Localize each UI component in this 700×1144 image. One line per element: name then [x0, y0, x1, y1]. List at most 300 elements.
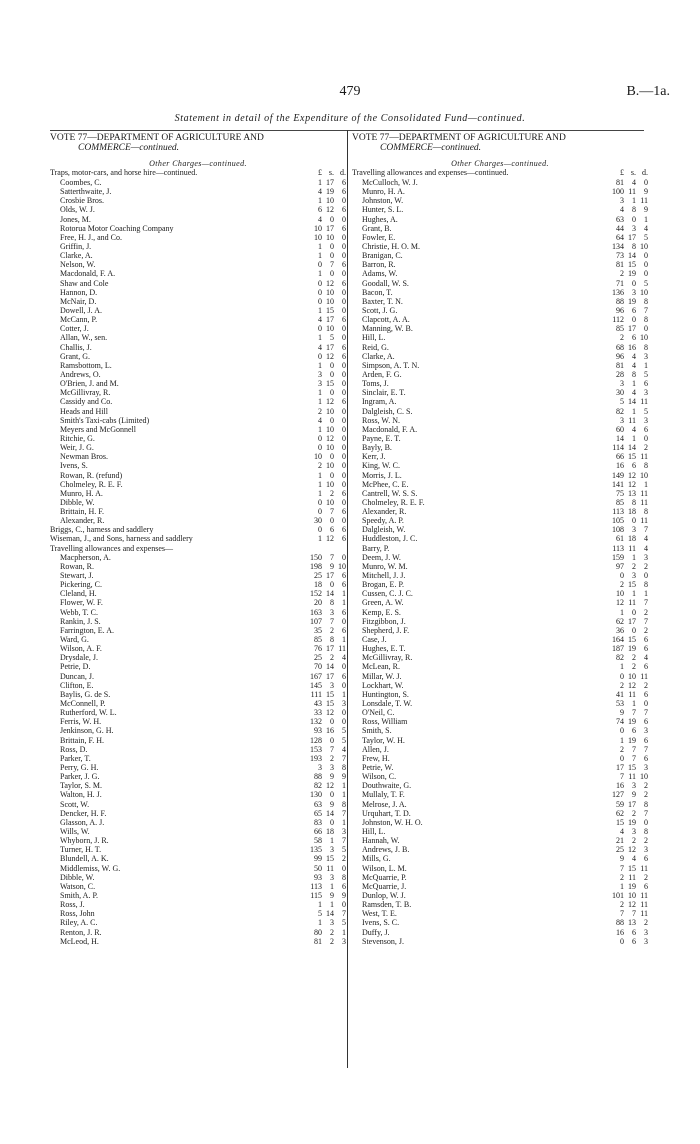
pounds-value: 35 [314, 625, 322, 635]
pounds-value: 1 [620, 662, 624, 672]
page-number: 479 [339, 84, 361, 99]
pounds-value: 1 [318, 479, 322, 489]
pence-value: 11 [338, 644, 346, 654]
pence-value: 2 [342, 854, 346, 864]
pence-value: 6 [644, 644, 648, 654]
pence-value: 0 [342, 388, 346, 398]
pounds-value: 33 [314, 708, 322, 718]
table-row [50, 699, 346, 708]
table-row [50, 763, 346, 772]
pounds-value: 81 [616, 260, 624, 270]
table-row [352, 827, 648, 836]
table-row [352, 562, 648, 571]
pence-value: 0 [342, 433, 346, 443]
payee-name: Frew, H. [362, 753, 390, 763]
payee-name: Pickering, C. [60, 580, 102, 590]
payee-name: Cholmeley, R. E. F. [362, 497, 425, 507]
pounds-value: 2 [620, 900, 624, 910]
shillings-value: 5 [330, 333, 334, 343]
pence-value: 8 [644, 342, 648, 352]
pounds-value: 167 [310, 671, 322, 681]
shillings-value: 7 [330, 507, 334, 517]
table-row [50, 379, 346, 388]
table-row [50, 726, 346, 735]
pounds-value: 0 [620, 936, 624, 946]
table-row [50, 754, 346, 763]
payee-name: Newman Bros. [60, 452, 108, 462]
payee-name: Glasson, A. J. [60, 817, 105, 827]
pence-value: 1 [644, 214, 648, 224]
table-row [50, 589, 346, 598]
pence-value: 6 [342, 223, 346, 233]
table-row [50, 845, 346, 854]
payee-name: Duncan, J. [60, 671, 94, 681]
pounds-value: 62 [616, 808, 624, 818]
pounds-header: £ [620, 168, 624, 177]
shillings-value: 19 [628, 817, 636, 827]
pence-value: 6 [342, 278, 346, 288]
pounds-value: 61 [616, 534, 624, 544]
pounds-header: £ [318, 168, 322, 177]
shillings-value: 6 [632, 726, 636, 736]
pounds-value: 64 [616, 232, 624, 242]
shillings-value: 10 [326, 461, 334, 471]
shillings-value: 3 [330, 763, 334, 772]
pounds-value: 93 [314, 726, 322, 736]
table-row [50, 580, 346, 589]
payee-name: Arden, F. G. [362, 369, 402, 379]
shillings-value: 2 [632, 561, 636, 571]
payee-name: Blundell, A. K. [60, 854, 109, 864]
shillings-value: 7 [330, 616, 334, 626]
pence-value: 5 [342, 735, 346, 745]
pounds-value: 82 [616, 653, 624, 663]
pounds-value: 149 [612, 470, 624, 480]
table-row [352, 571, 648, 580]
payee-name: Johnston, W. [362, 196, 404, 206]
table-row [50, 269, 346, 278]
table-row [50, 662, 346, 671]
payee-name: Briggs, C., harness and saddlery [50, 525, 154, 535]
pence-value: 6 [342, 178, 346, 187]
pence-value: 10 [640, 287, 648, 297]
payee-name: Allen, J. [362, 744, 389, 754]
pence-value: 6 [342, 488, 346, 498]
shillings-value: 10 [326, 287, 334, 297]
pence-value: 5 [342, 845, 346, 855]
table-row [352, 653, 648, 662]
payee-name: McGillivray, R. [362, 653, 413, 663]
pounds-value: 60 [616, 424, 624, 434]
pence-value: 4 [644, 543, 648, 553]
pounds-value: 88 [616, 918, 624, 928]
table-row [352, 882, 648, 891]
pence-value: 8 [644, 296, 648, 306]
pence-value: 7 [644, 598, 648, 608]
pence-value: 1 [342, 589, 346, 599]
pence-value: 1 [644, 589, 648, 599]
payee-name: Jenkinson, G. H. [60, 726, 114, 736]
pounds-value: 81 [616, 178, 624, 187]
table-row [50, 370, 346, 379]
pounds-value: 0 [318, 324, 322, 334]
payee-name: Ross, John [60, 909, 95, 919]
pence-value: 0 [342, 662, 346, 672]
section-header [352, 168, 648, 178]
statement-title: Statement in detail of the Expenditure of the Consolidated Fund—continued. [174, 113, 526, 124]
payee-name: Walton, H. J. [60, 790, 102, 800]
table-row [50, 288, 346, 297]
pounds-value: 44 [616, 223, 624, 233]
payee-name: Petrie, W. [362, 763, 394, 772]
payee-name: Payne, E. T. [362, 433, 401, 443]
shillings-value: 18 [628, 507, 636, 517]
table-row [352, 260, 648, 269]
pence-value: 0 [342, 900, 346, 910]
payee-name: Heads and Hill [60, 406, 108, 416]
table-row [50, 361, 346, 370]
pounds-value: 0 [620, 726, 624, 736]
pounds-value: 66 [314, 826, 322, 836]
pounds-value: 88 [616, 296, 624, 306]
pounds-value: 1 [318, 534, 322, 544]
shillings-value: 9 [330, 772, 334, 782]
table-row [50, 196, 346, 205]
pounds-value: 1 [318, 241, 322, 251]
pence-value: 9 [342, 772, 346, 782]
pounds-value: 10 [314, 452, 322, 462]
pence-value: 6 [644, 753, 648, 763]
payee-name: Dibble, W. [60, 872, 95, 882]
pounds-value: 114 [612, 443, 624, 453]
shillings-value: 12 [628, 845, 636, 855]
pounds-value: 15 [616, 817, 624, 827]
table-row [50, 873, 346, 882]
table-row [352, 425, 648, 434]
payee-name: Christie, H. O. M. [362, 241, 420, 251]
pounds-value: 68 [616, 342, 624, 352]
vote-heading [352, 130, 648, 153]
payee-name: Ramsden, T. B. [362, 900, 412, 910]
table-row [352, 699, 648, 708]
pence-value: 11 [640, 890, 648, 900]
pounds-value: 141 [612, 479, 624, 489]
shillings-value: 0 [330, 452, 334, 462]
payee-name: Fitzgibbon, J. [362, 616, 406, 626]
shillings-value: 15 [628, 580, 636, 590]
table-row [352, 662, 648, 671]
table-row [50, 818, 346, 827]
pounds-value: 41 [616, 689, 624, 699]
pence-value: 2 [644, 680, 648, 690]
table-row [50, 745, 346, 754]
table-row [50, 736, 346, 745]
shillings-value: 3 [330, 845, 334, 855]
pence-value: 0 [342, 452, 346, 462]
pence-value: 6 [342, 580, 346, 590]
table-row [50, 608, 346, 617]
table-row [352, 242, 648, 251]
pounds-value: 107 [310, 616, 322, 626]
table-row [352, 297, 648, 306]
pounds-value: 80 [314, 927, 322, 937]
pounds-value: 164 [612, 635, 624, 645]
table-row [50, 864, 346, 873]
payee-name: Cholmeley, R. E. F. [60, 479, 123, 489]
pence-value: 6 [342, 607, 346, 617]
table-row [50, 324, 346, 333]
pounds-value: 5 [318, 909, 322, 919]
pence-value: 1 [342, 598, 346, 608]
shillings-value: 2 [632, 808, 636, 818]
table-row [50, 882, 346, 891]
table-row [50, 306, 346, 315]
pounds-value: 128 [310, 735, 322, 745]
pounds-value: 99 [314, 854, 322, 864]
shillings-value: 10 [326, 443, 334, 453]
table-row [352, 443, 648, 452]
payee-name: Brittain, F. H. [60, 735, 105, 745]
pence-value: 11 [640, 516, 648, 526]
payee-name: Cotter, J. [60, 324, 89, 334]
pounds-value: 0 [318, 433, 322, 443]
shillings-value: 4 [632, 351, 636, 361]
pence-value: 10 [640, 241, 648, 251]
pence-value: 2 [644, 872, 648, 882]
pence-value: 11 [640, 900, 648, 910]
shillings-value: 12 [628, 479, 636, 489]
shillings-value: 9 [330, 561, 334, 571]
payee-name: Sinclair, E. T. [362, 388, 406, 398]
pounds-value: 1 [318, 333, 322, 343]
table-row [50, 918, 346, 927]
payee-name: Clifton, E. [60, 680, 94, 690]
pence-value: 6 [342, 315, 346, 325]
pounds-value: 1 [620, 607, 624, 617]
table-row [352, 397, 648, 406]
shillings-value: 6 [632, 927, 636, 937]
pence-value: 0 [644, 269, 648, 279]
payee-name: Watson, C. [60, 881, 96, 891]
table-row [352, 800, 648, 809]
shillings-value: 17 [326, 342, 334, 352]
pence-value: 3 [644, 351, 648, 361]
shillings-value: 6 [632, 333, 636, 343]
table-row [50, 854, 346, 863]
pounds-value: 4 [620, 205, 624, 215]
shillings-value: 14 [628, 397, 636, 407]
pounds-value: 75 [616, 488, 624, 498]
shillings-value: 1 [330, 900, 334, 910]
payee-name: Webb, T. C. [60, 607, 98, 617]
pence-value: 3 [644, 936, 648, 946]
section-label: Travelling allowances and expenses—continued. [352, 168, 509, 177]
pounds-value: 85 [314, 635, 322, 645]
shillings-value: 1 [632, 552, 636, 562]
table-row [352, 580, 648, 589]
vote-line-1: VOTE 77—DEPARTMENT OF AGRICULTURE AND [352, 133, 566, 143]
pence-value: 0 [342, 305, 346, 315]
payee-name: Cussen, C. J. C. [362, 589, 413, 599]
shillings-value: 17 [628, 799, 636, 809]
payee-name: Goodall, W. S. [362, 278, 409, 288]
payee-name: McQuarrie, J. [362, 881, 407, 891]
table-row [352, 416, 648, 425]
payee-name: McLeod, H. [60, 936, 99, 946]
pounds-value: 113 [612, 543, 624, 553]
pence-value [334, 544, 346, 553]
pence-value: 6 [342, 351, 346, 361]
shillings-value: 3 [632, 223, 636, 233]
table-row [50, 215, 346, 224]
table-row [50, 471, 346, 480]
payee-name: Dalgleish, C. S. [362, 406, 413, 416]
table-row [50, 297, 346, 306]
pence-value: 4 [644, 223, 648, 233]
pence-value: 11 [640, 196, 648, 206]
shillings-value: 10 [326, 479, 334, 489]
pounds-value: 17 [616, 763, 624, 772]
pounds-value: 163 [310, 607, 322, 617]
shillings-value: 0 [330, 470, 334, 480]
shillings-value: 12 [628, 470, 636, 480]
table-row [352, 708, 648, 717]
payee-name: Whyborn, J. R. [60, 836, 109, 846]
payee-name: Manning, W. B. [362, 324, 413, 334]
pence-value: 3 [342, 826, 346, 836]
pence-value: 7 [644, 616, 648, 626]
pence-value: 10 [338, 561, 346, 571]
shillings-value: 12 [326, 397, 334, 407]
pounds-value: 5 [620, 397, 624, 407]
shillings-value: 15 [326, 689, 334, 699]
payee-name: Millar, W. J. [362, 671, 402, 681]
table-row [50, 928, 346, 937]
shillings-value: 7 [330, 744, 334, 754]
table-row [352, 873, 648, 882]
shillings-value: 4 [632, 178, 636, 187]
shillings-value: 3 [632, 525, 636, 535]
pounds-value: 100 [612, 187, 624, 197]
payee-name: Johnston, W. H. O. [362, 817, 423, 827]
payee-name: McCann, P. [60, 315, 98, 325]
payee-name: Green, A. W. [362, 598, 404, 608]
shillings-value: 19 [628, 717, 636, 727]
payee-name: Barron, R. [362, 260, 396, 270]
table-row [352, 589, 648, 598]
table-row [352, 736, 648, 745]
shillings-value: 0 [632, 607, 636, 617]
pounds-value: 132 [310, 717, 322, 727]
payee-name: Urquhart, T. D. [362, 808, 411, 818]
pounds-value: 2 [620, 333, 624, 343]
right-entries [352, 178, 648, 946]
shillings-value: 18 [326, 826, 334, 836]
pence-value: 6 [342, 187, 346, 197]
pounds-value: 193 [310, 753, 322, 763]
section-label: Traps, motor-cars, and horse hire—continued. [50, 168, 198, 177]
pence-value: 7 [342, 836, 346, 846]
payee-name: Cleland, H. [60, 589, 97, 599]
pence-value: 3 [644, 927, 648, 937]
shillings-value: 0 [632, 278, 636, 288]
pence-value: 8 [644, 826, 648, 836]
table-row [50, 800, 346, 809]
pounds-value: 63 [314, 799, 322, 809]
payee-name: McGillivray, R. [60, 388, 111, 398]
shillings-value: 11 [628, 415, 636, 425]
shillings-value: 10 [628, 890, 636, 900]
shillings-value: 8 [632, 497, 636, 507]
shillings-value: 7 [632, 708, 636, 718]
pence-value: 3 [644, 845, 648, 855]
shillings-value: 1 [632, 433, 636, 443]
payee-name: Dibble, W. [60, 497, 95, 507]
table-row [352, 918, 648, 927]
table-row [352, 717, 648, 726]
payee-name: Scott, J. G. [362, 305, 398, 315]
payee-name: Ross, William [362, 717, 408, 727]
pounds-value: 4 [620, 826, 624, 836]
pence-value: 7 [342, 808, 346, 818]
pence-value: 1 [342, 635, 346, 645]
payee-name: Baylis, G. de S. [60, 689, 111, 699]
pence-value: 0 [644, 699, 648, 709]
shillings-value: 12 [326, 351, 334, 361]
shillings-value: 11 [628, 187, 636, 197]
payee-name: Toms, J. [362, 379, 389, 389]
pence-value: 6 [342, 260, 346, 270]
payee-name: Shaw and Cole [60, 278, 109, 288]
pounds-value: 36 [616, 625, 624, 635]
payee-name: Rotorua Motor Coaching Company [60, 223, 174, 233]
pounds-value: 1 [318, 397, 322, 407]
shillings-value: 0 [330, 214, 334, 224]
payee-name: Allan, W., sen. [60, 333, 108, 343]
table-row [50, 891, 346, 900]
shillings-value: 3 [330, 872, 334, 882]
pounds-value: 93 [314, 872, 322, 882]
pence-value: 0 [644, 251, 648, 261]
table-row [50, 452, 346, 461]
pence-value: 6 [644, 717, 648, 727]
shillings-value: 0 [330, 735, 334, 745]
shillings-value: 19 [628, 269, 636, 279]
pence-value: 7 [644, 744, 648, 754]
shillings-value: 0 [632, 315, 636, 325]
table-row [50, 352, 346, 361]
payee-name: Brogan, E. P. [362, 580, 404, 590]
pence-value: 10 [640, 470, 648, 480]
shillings-value: 19 [628, 644, 636, 654]
pence-value: 7 [644, 305, 648, 315]
pence-value: 0 [342, 287, 346, 297]
table-row [50, 242, 346, 251]
payee-name: Morris, J. L. [362, 470, 402, 480]
shillings-value: 17 [326, 644, 334, 654]
pence-value: 0 [342, 196, 346, 206]
table-row [352, 224, 648, 233]
table-row [352, 781, 648, 790]
pounds-value: 63 [616, 214, 624, 224]
table-row [50, 434, 346, 443]
shillings-value: 2 [330, 753, 334, 763]
payee-name: Ingram, A. [362, 397, 397, 407]
pounds-value: 101 [612, 890, 624, 900]
shillings-value: 10 [326, 196, 334, 206]
shillings-value: 15 [628, 260, 636, 270]
table-row [352, 288, 648, 297]
